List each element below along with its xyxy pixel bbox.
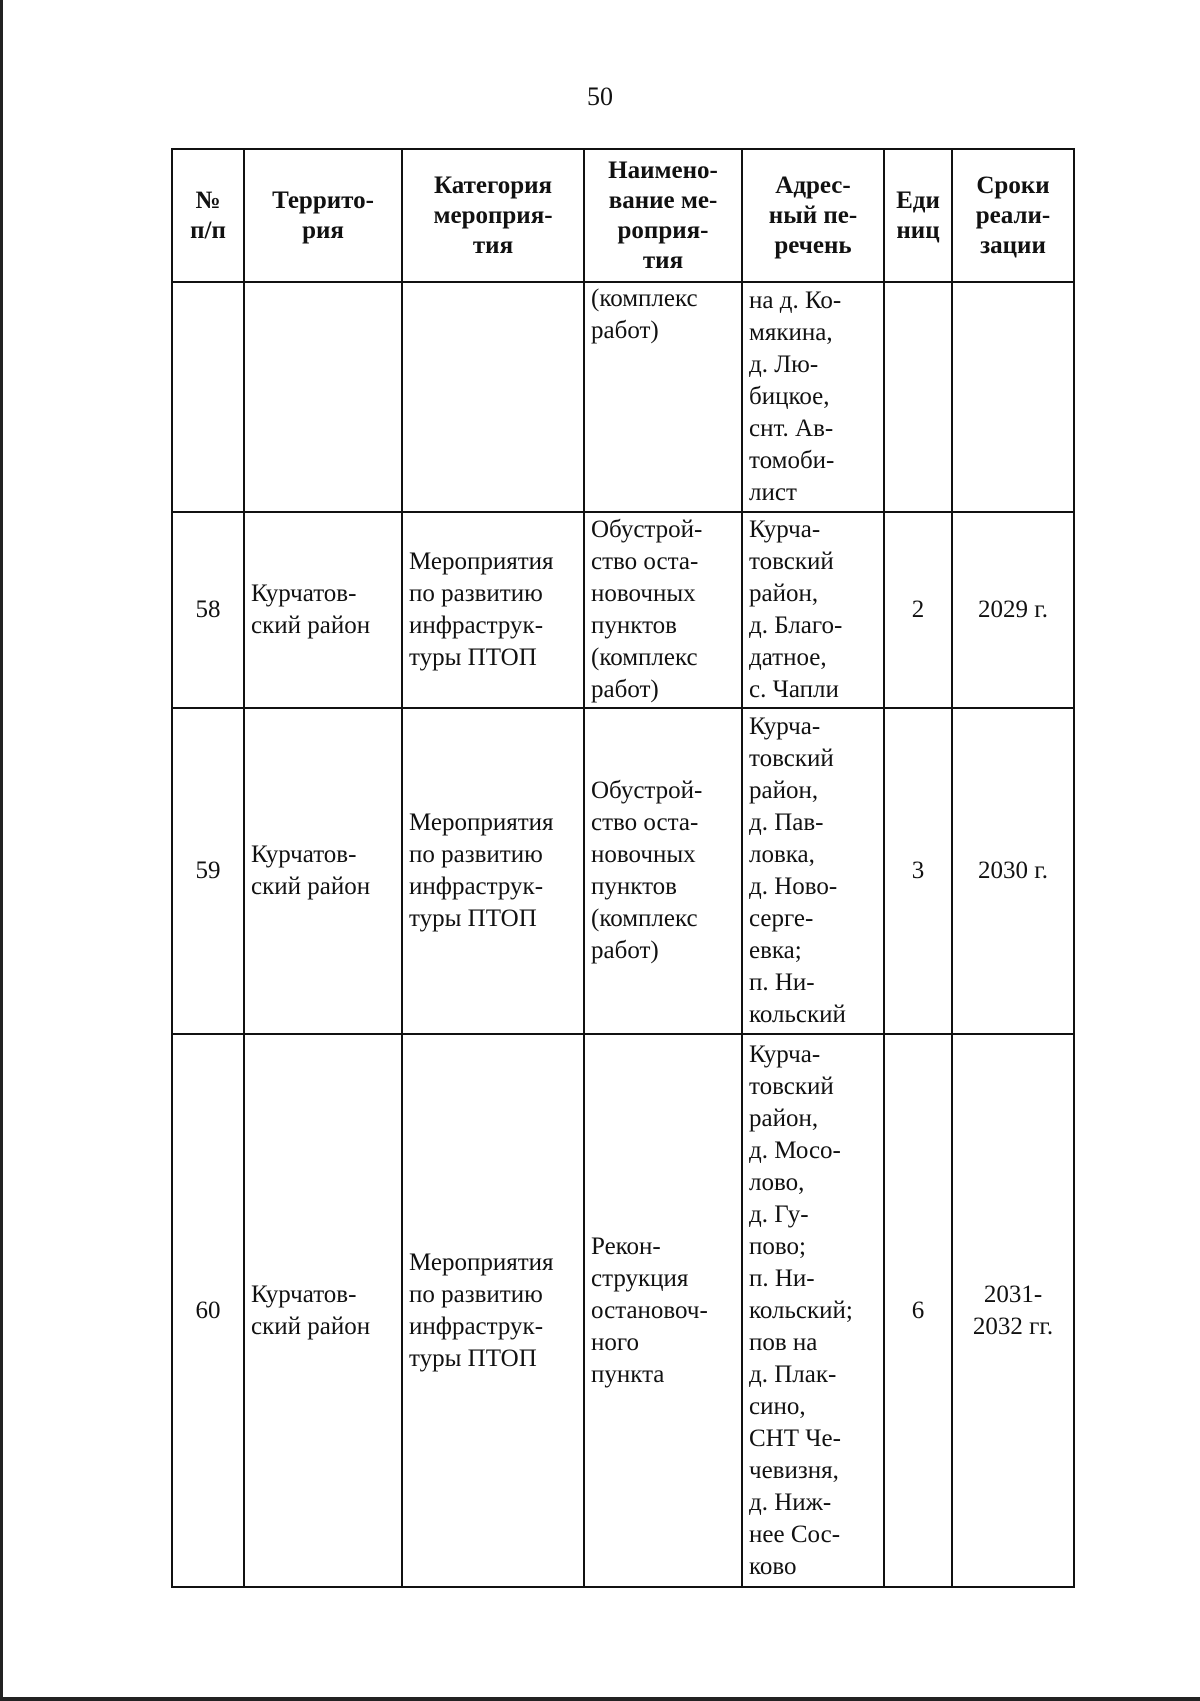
table-row	[172, 1034, 1074, 1587]
cell-territory: Курчатов- ский район	[244, 512, 402, 708]
cell-category	[402, 282, 584, 512]
cell-category: Мероприятия по развитию инфраструк- туры ПТОП	[402, 512, 584, 708]
cell-number	[172, 282, 244, 512]
cell-units: 6	[884, 1034, 952, 1587]
header-terms: Сроки реали- зации	[952, 149, 1074, 282]
cell-number: 58	[172, 512, 244, 708]
table-header-row	[172, 149, 1074, 282]
cell-territory: Курчатов- ский район	[244, 708, 402, 1034]
table-row	[172, 512, 1074, 708]
cell-measure-name: Рекон- струкция остановоч- ного пункта	[584, 1034, 742, 1587]
header-units: Еди ниц	[884, 149, 952, 282]
cell-term: 2029 г.	[952, 512, 1074, 708]
measures-table	[171, 148, 1075, 1588]
page-bottom-edge	[0, 1697, 1200, 1701]
cell-territory: Курчатов- ский район	[244, 1034, 402, 1587]
cell-number: 59	[172, 708, 244, 1034]
cell-address: Курча- товский район, д. Благо- датное, с. Чапли	[742, 512, 884, 708]
header-territory: Террито- рия	[244, 149, 402, 282]
cell-term	[952, 282, 1074, 512]
page-left-edge	[0, 0, 3, 1701]
cell-address: Курча- товский район, д. Мосо- лово, д. Гу- пово; п. Ни- кольский; пов на д. Плак- сино, СНТ Че- чевизня, д. Ниж- нее Сос- ково	[742, 1034, 884, 1587]
header-number: № п/п	[172, 149, 244, 282]
cell-measure-name: (комплекс работ)	[584, 282, 742, 512]
cell-measure-name: Обустрой- ство оста- новочных пунктов (комплекс работ)	[584, 512, 742, 708]
cell-number: 60	[172, 1034, 244, 1587]
page-number: 50	[587, 82, 613, 111]
header-category: Категория мероприя- тия	[402, 149, 584, 282]
cell-address: Курча- товский район, д. Пав- ловка, д. Ново- серге- евка; п. Ни- кольский	[742, 708, 884, 1034]
table-row	[172, 708, 1074, 1034]
cell-units: 2	[884, 512, 952, 708]
table-row	[172, 282, 1074, 512]
cell-units: 3	[884, 708, 952, 1034]
cell-category: Мероприятия по развитию инфраструк- туры ПТОП	[402, 708, 584, 1034]
cell-territory	[244, 282, 402, 512]
header-measure-name: Наимено- вание ме- роприя- тия	[584, 149, 742, 282]
cell-measure-name: Обустрой- ство оста- новочных пунктов (комплекс работ)	[584, 708, 742, 1034]
cell-address: на д. Ко- мякина, д. Лю- бицкое, снт. Ав- томоби- лист	[742, 282, 884, 512]
cell-units	[884, 282, 952, 512]
cell-term: 2030 г.	[952, 708, 1074, 1034]
header-address-list: Адрес- ный пе- речень	[742, 149, 884, 282]
cell-term: 2031- 2032 гг.	[952, 1034, 1074, 1587]
cell-category: Мероприятия по развитию инфраструк- туры ПТОП	[402, 1034, 584, 1587]
